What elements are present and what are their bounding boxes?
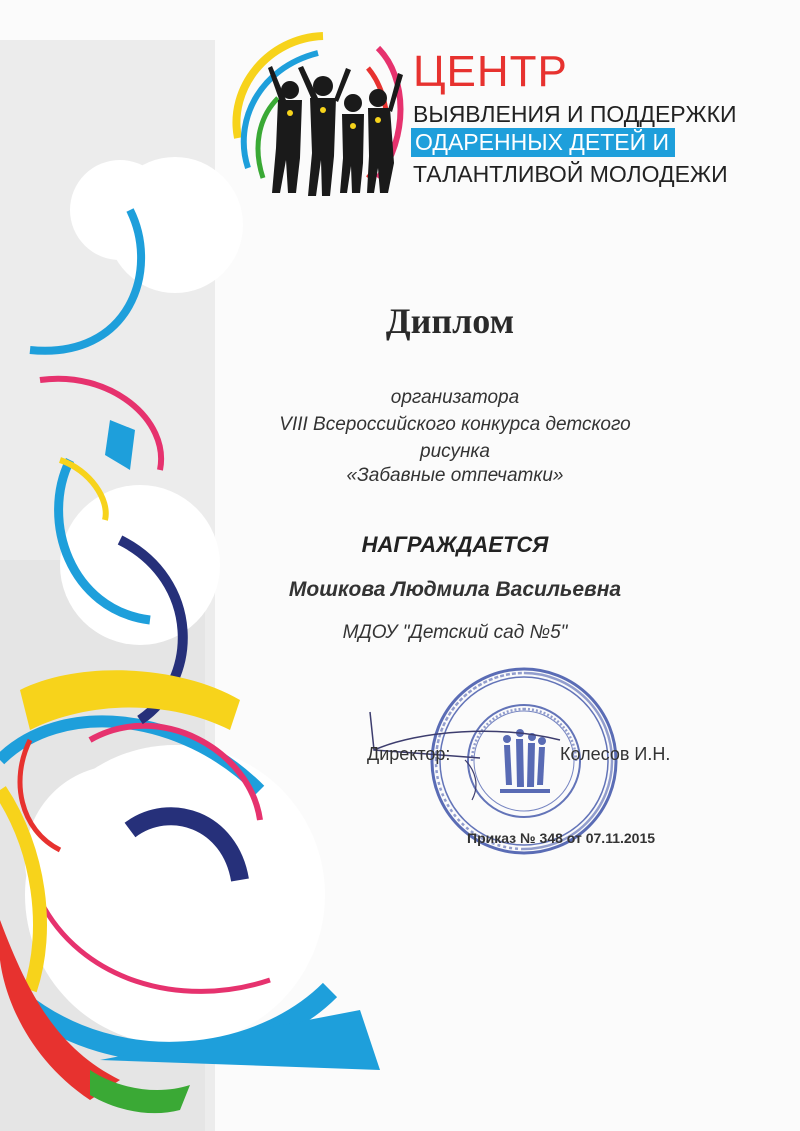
logo-line-1: ВЫЯВЛЕНИЯ И ПОДДЕРЖКИ bbox=[413, 101, 737, 127]
logo-title: ЦЕНТР bbox=[413, 47, 568, 96]
contest-line: VIII Всероссийского конкурса детского bbox=[279, 414, 631, 435]
recipient-name: Мошкова Людмила Васильевна bbox=[288, 578, 622, 601]
organizer-line: организатора bbox=[390, 387, 520, 408]
director-label: Директор: bbox=[367, 744, 451, 764]
logo-line-2: ОДАРЕННЫХ ДЕТЕЙ И bbox=[411, 128, 675, 157]
diploma-title: Диплом bbox=[385, 301, 515, 341]
contest-line-2: рисунка bbox=[420, 441, 490, 462]
recipient-organization: МДОУ "Детский сад №5" bbox=[342, 622, 568, 643]
center-logo bbox=[228, 28, 748, 208]
order-number: Приказ № 348 от 07.11.2015 bbox=[467, 830, 656, 846]
director-name: Колесов И.Н. bbox=[560, 744, 671, 764]
awarded-heading: НАГРАЖДАЕТСЯ bbox=[361, 532, 549, 557]
children-silhouette-icon bbox=[228, 28, 413, 198]
contest-name: «Забавные отпечатки» bbox=[346, 465, 564, 486]
logo-line-3: ТАЛАНТЛИВОЙ МОЛОДЕЖИ bbox=[413, 161, 728, 187]
